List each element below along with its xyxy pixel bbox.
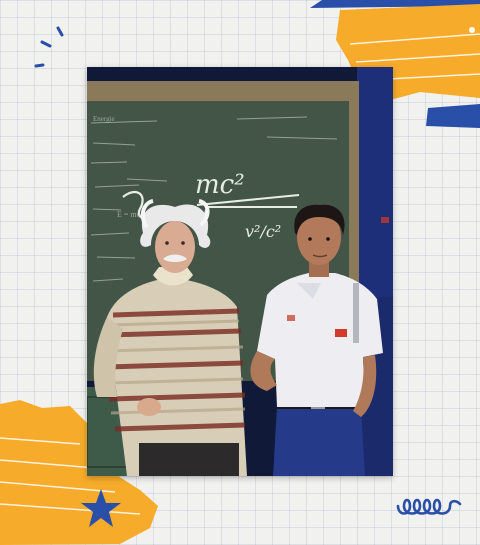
chalk-note: E = mc² bbox=[117, 210, 143, 219]
chalk-formula-sub: v²/c² bbox=[245, 222, 282, 241]
star-icon bbox=[80, 487, 122, 529]
spiral-scribble-icon bbox=[394, 494, 474, 520]
chalk-note: Energie bbox=[93, 115, 115, 123]
photo bbox=[87, 67, 393, 476]
spark-dashes-icon bbox=[30, 22, 70, 72]
chalk-formula-main: mc² bbox=[195, 170, 245, 200]
